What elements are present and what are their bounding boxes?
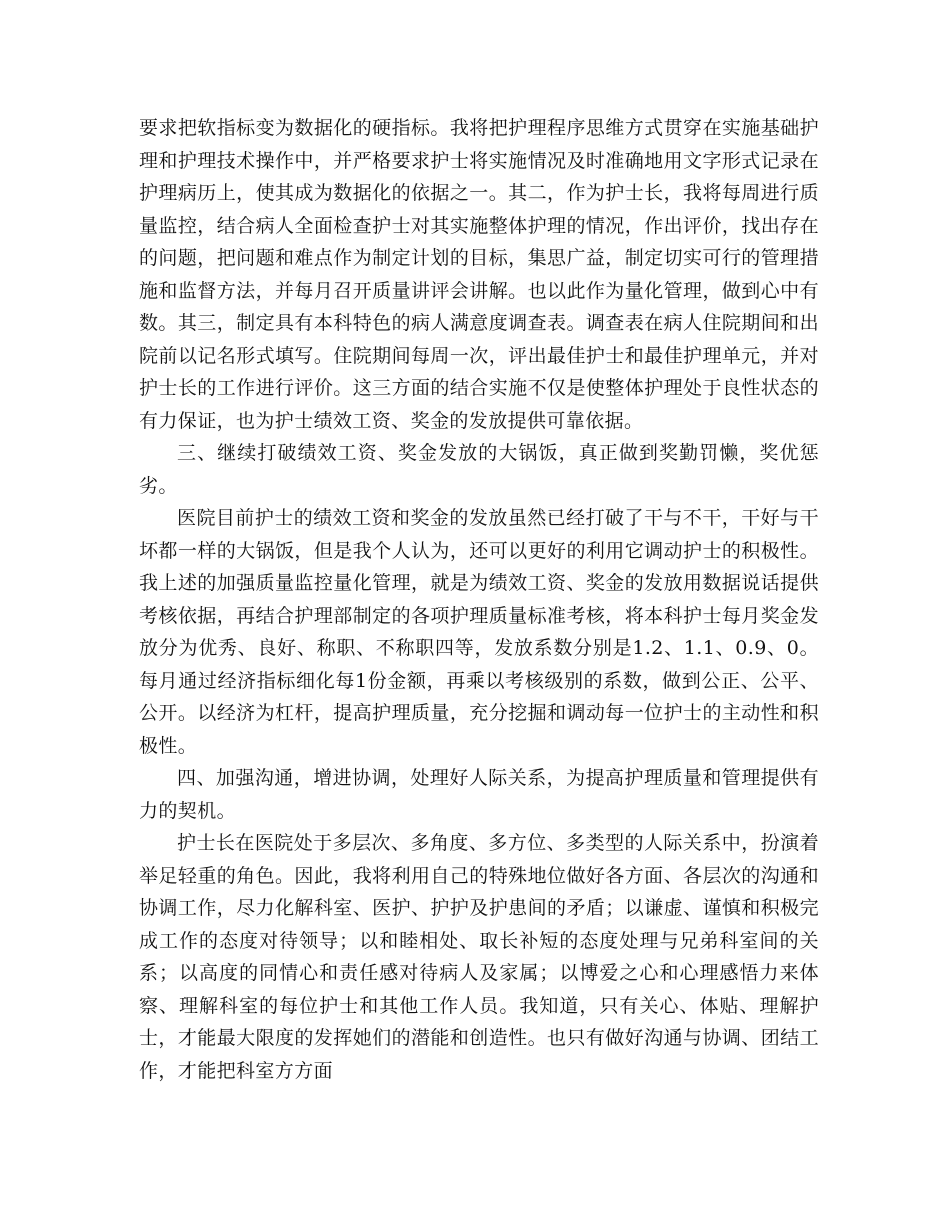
document-body bbox=[139, 112, 819, 1087]
paragraph-bonus-distribution: 医院目前护士的绩效工资和奖金的发放虽然已经打破了干与不干，干好与干坏都一样的大锅饭，但是我个人认为，还可以更好的利用它调动护士的积极性。我上述的加强质量监控量化管理，就是为绩效工资、奖金的发放用数据说话提供考核依据，再结合护理部制定的各项护理质量标准考核，将本科护士每月奖金发放分为优秀、良好、称职、不称职四等，发放系数分别是1.2、1.1、0.9、0。每月通过经济指标细化每1份金额，再乘以考核级别的系数，做到公正、公平、公开。以经济为杠杆，提高护理质量，充分挖掘和调动每一位护士的主动性和积极性。 bbox=[139, 507, 819, 757]
paragraph-interpersonal-relations: 护士长在医院处于多层次、多角度、多方位、多类型的人际关系中，扮演着举足轻重的角色。因此，我将利用自己的特殊地位做好各方面、各层次的沟通和协调工作，尽力化解科室、医护、护护及护患间的矛盾；以谦虚、谨慎和积极完成工作的态度对待领导；以和睦相处、取长补短的态度处理与兄弟科室间的关系；以高度的同情心和责任感对待病人及家属；以博爱之心和心理感悟力来体察、理解科室的每位护士和其他工作人员。我知道，只有关心、体贴、理解护士，才能最大限度的发挥她们的潜能和创造性。也只有做好沟通与协调、团结工作，才能把科室方方面 bbox=[139, 832, 819, 1082]
section-heading-communication: 四、加强沟通，增进协调，处理好人际关系，为提高护理质量和管理提供有力的契机。 bbox=[139, 767, 819, 822]
paragraph-quality-metrics: 要求把软指标变为数据化的硬指标。我将把护理程序思维方式贯穿在实施基础护理和护理技术操作中，并严格要求护士将实施情况及时准确地用文字形式记录在护理病历上，使其成为数据化的依据之一。其二，作为护士长，我将每周进行质量监控，结合病人全面检查护士对其实施整体护理的情况，作出评价，找出存在的问题，把问题和难点作为制定计划的目标，集思广益，制定切实可行的管理措施和监督方法，并每月召开质量讲评会讲解。也以此作为量化管理，做到心中有数。其三，制定具有本科特色的病人满意度调查表。调查表在病人住院期间和出院前以记名形式填写。住院期间每周一次，评出最佳护士和最佳护理单元，并对护士长的工作进行评价。这三方面的结合实施不仅是使整体护理处于良性状态的有力保证，也为护士绩效工资、奖金的发放提供可靠依据。 bbox=[139, 117, 819, 432]
section-heading-bonus-reform: 三、继续打破绩效工资、奖金发放的大锅饭，真正做到奖勤罚懒，奖优惩劣。 bbox=[139, 442, 819, 497]
